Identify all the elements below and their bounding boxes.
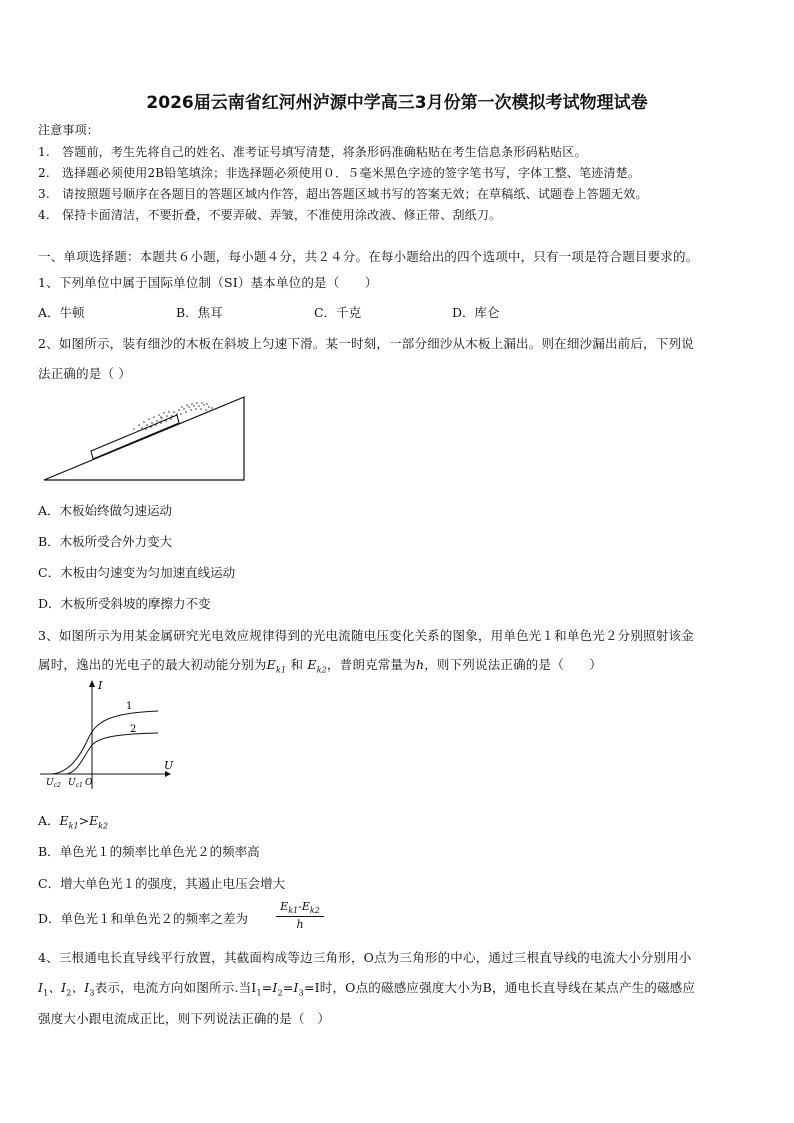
- q3-option-d-fraction: [276, 900, 324, 931]
- q2-option-d: D．木板所受斜坡的摩擦力不变: [38, 596, 211, 611]
- q3-stem-line2: 属时，逸出的光电子的最大初动能分别为$E_{k1}$ 和 $E_{k2}$，普朗克常量为h，则下列说法正确的是（ ）: [38, 657, 603, 675]
- svg-text:Uc2: [46, 778, 61, 789]
- graph-y-label: I: [98, 679, 103, 692]
- uc1-sub: c1: [75, 782, 83, 789]
- q1-option-b: B．焦耳: [176, 305, 223, 320]
- q3-option-b: B．单色光１的频率比单色光２的频率高: [38, 844, 260, 859]
- curve-2-label: 2: [130, 724, 137, 735]
- notes-item-1: 1. 答题前，考生先将自己的姓名、准考证号填写清楚，将条形码准确粘贴在考生信息条形码粘贴区。: [38, 145, 587, 159]
- q2-option-c: C．木板由匀速变为匀加速直线运动: [38, 565, 236, 580]
- q2-stem-line1: 2、如图所示，装有细沙的木板在斜坡上匀速下滑。某一时刻，一部分细沙从木板上漏出。则在细沙漏出前后，下列说: [38, 336, 694, 351]
- q4-line1: 4、三根通电长直导线平行放置，其截面构成等边三角形，O点为三角形的中心，通过三根直导线的电流大小分别用小: [38, 950, 692, 965]
- q1-option-a: A．牛顿: [38, 305, 85, 320]
- notes-item-4: 4. 保持卡面清洁，不要折叠，不要弄破、弄皱，不准使用涂改液、修正带、刮纸刀。: [38, 208, 502, 222]
- q3-stem-line1: 3、如图所示为用某金属研究光电效应规律得到的光电流随电压变化关系的图象，用单色光１和单色光２分别照射该金: [38, 628, 694, 643]
- uc2-label: U: [46, 778, 54, 788]
- fraction-denominator: h: [296, 918, 304, 932]
- q1-stem: 1、下列单位中属于国际单位制（SI）基本单位的是（ ）: [38, 275, 378, 290]
- graph-x-label: U: [164, 759, 174, 772]
- notes-item-3: 3. 请按照题号顺序在各题目的答题区域内作答，超出答题区域书写的答案无效；在草稿纸、试题卷上答题无效。: [38, 187, 648, 201]
- q4-line3: 强度大小跟电流成正比，则下列说法正确的是（ ）: [38, 1011, 331, 1026]
- q2-option-b: B．木板所受合外力变大: [38, 534, 173, 549]
- q2-stem-line2: 法正确的是（ ）: [38, 366, 132, 381]
- section-heading: 一、单项选择题：本题共６小题，每小题４分，共２４分。在每小题给出的四个选项中，只有一项是符合题目要求的。: [38, 249, 699, 264]
- notes-heading: 注意事项：: [38, 123, 100, 137]
- uc2-sub: c2: [53, 782, 61, 789]
- svg-text:Uc1: [68, 778, 83, 789]
- photoelectric-graph: [40, 677, 180, 792]
- curve-1-label: 1: [126, 701, 133, 712]
- q1-option-d: D．库仑: [452, 305, 500, 320]
- fraction-numerator: $E_{k1}-E_{k2}$: [280, 900, 320, 916]
- uc1-label: U: [68, 778, 76, 788]
- q3-option-d: D．单色光１和单色光２的频率之差为: [38, 911, 249, 926]
- notes-item-2: 2. 选择题必须使用2B铅笔填涂；非选择题必须使用０．５毫米黑色字迹的签字笔书写，字体工整、笔迹清楚。: [38, 166, 641, 180]
- q4-line2: $I_1$、$I_2$、$I_3$表示，电流方向如图所示.当$I_1=I_2=I_3=I$时，O点的磁感应强度大小为B，通电长直导线在某点产生的磁感应: [38, 980, 696, 998]
- graph-origin-label: O: [85, 778, 93, 788]
- q2-option-a: A．木板始终做匀速运动: [38, 503, 173, 518]
- q1-option-c: C．千克: [314, 305, 362, 320]
- q3-option-a: A．$E_{k1}>E_{k2}$: [38, 813, 109, 831]
- page-title: 2026届云南省红河州泸源中学高三3月份第一次模拟考试物理试卷: [146, 93, 648, 113]
- q3-option-c: C．增大单色光１的强度，其遏止电压会增大: [38, 876, 286, 891]
- incline-figure: [44, 395, 249, 485]
